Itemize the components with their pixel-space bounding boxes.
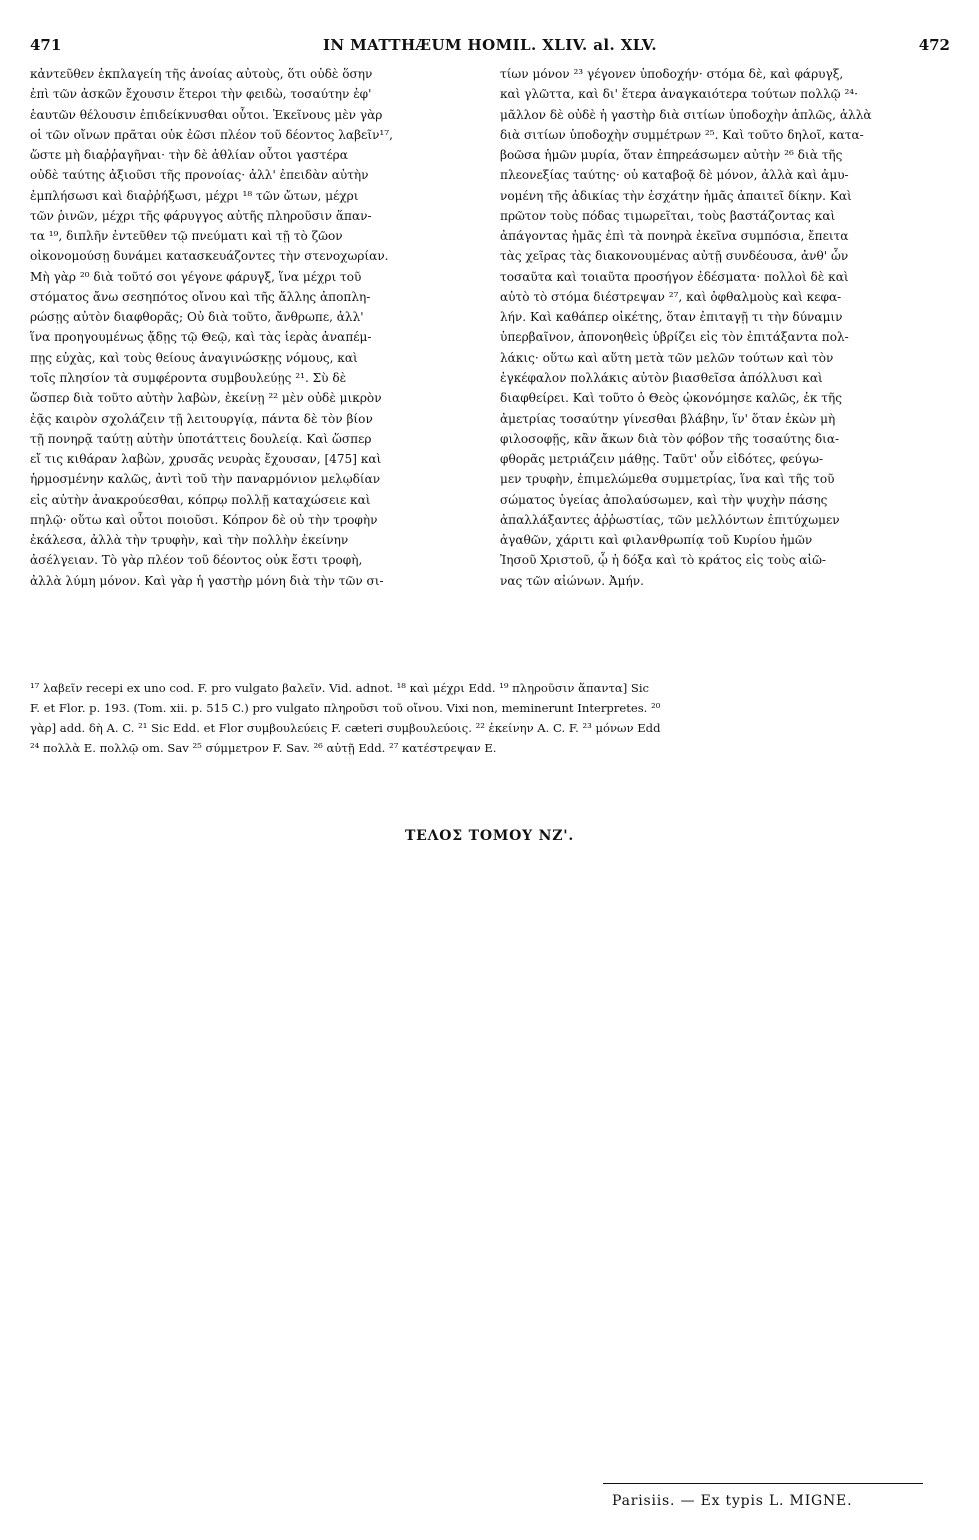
left-column-line: ὥστε μὴ διαῤῥαγῆναι· τὴν δὲ ἀθλίαν οὗτοι γαστέρα [30, 148, 348, 163]
right-column-line: νας τῶν αἰώνων. Ἀμήν. [500, 573, 644, 588]
left-column-line: οἰκονομούσῃ δυνάμει κατασκευάζοντες τὴν στενοχωρίαν. [30, 249, 389, 264]
left-column-line: στόματος ἄνω σεσηπότος οἴνου καὶ τῆς ἄλλης ἀποπλη- [30, 289, 371, 304]
footnote-line: ²⁴ πολλὰ E. πολλῷ om. Sav ²⁵ σύμμετρον F. Sav. ²⁶ αὐτῇ Edd. ²⁷ κατέστρεψαν E. [30, 741, 497, 755]
right-column-line: τίων μόνον ²³ γέγονεν ὑποδοχήν· στόμα δὲ, καὶ φάρυγξ, [500, 67, 844, 81]
left-column-text [30, 64, 483, 591]
right-column-line: τὰς χεῖρας τὰς διακονουμένας αὐτῇ συνδέουσα, ἀνθ' ὧν [500, 249, 849, 264]
right-column-line: διαφθείρει. Καὶ τοῦτο ὁ Θεὸς ᾠκονόμησε καλῶς, ἐκ τῆς [500, 391, 843, 406]
right-column-line: φθορᾶς μετριάζειν μάθῃς. Ταῦτ' οὖν εἰδότες, φεύγω- [500, 452, 824, 467]
right-column-line: πρῶτον τοὺς πόδας τιμωρεῖται, τοὺς βαστάζοντας καὶ [500, 208, 836, 223]
right-column-line: ἀπαλλάξαντες ἀῤῥωστίας, τῶν μελλόντων ἐπιτύχωμεν [500, 512, 840, 527]
right-column-line: ὑπερβαῖνον, ἀπονοηθεὶς ὑβρίζει εἰς τὸν ἐπιτάξαντα πολ- [500, 330, 849, 345]
right-column-line: ἐγκέφαλον πολλάκις αὐτὸν βιασθεῖσα ἀπόλλυσι καὶ [500, 370, 823, 385]
right-column-line: καὶ γλῶττα, καὶ δι' ἕτερα ἀναγκαιότερα τούτων πολλῷ ²⁴· [500, 87, 858, 102]
right-column-line: διὰ σιτίων ὑποδοχὴν συμμέτρων ²⁵. Καὶ τοῦτο δηλοῖ, κατα- [500, 127, 864, 142]
right-column-line: Ἰησοῦ Χριστοῦ, ᾧ ἡ δόξα καὶ τὸ κράτος εἰς τοὺς αἰῶ- [500, 553, 827, 568]
right-column-line: σώματος ὑγείας ἀπολαύσωμεν, καὶ τὴν ψυχὴν πάσης [500, 492, 828, 507]
right-column-line: φιλοσοφῇς, κἂν ἄκων διὰ τὸν φόβον τῆς τοσαύτης δια- [500, 431, 840, 446]
page-header [30, 36, 950, 60]
left-column-line: Μὴ γὰρ ²⁰ διὰ τοῦτό σοι γέγονε φάρυγξ, ἵνα μέχρι τοῦ [30, 269, 362, 284]
page-number-right: 472 [918, 36, 950, 54]
right-column-line: τοσαῦτα καὶ τοιαῦτα προσήγον ἐδέσματα· πολλοὶ δὲ καὶ [500, 269, 849, 284]
right-column-line: βοῶσα ἡμῶν μυρία, ὅταν ἐπηρεάσωμεν αὐτὴν ²⁶ διὰ τῆς [500, 148, 843, 163]
left-column-line: πῃς εὐχὰς, καὶ τοὺς θείους ἀναγινώσκῃς νόμους, καὶ [30, 350, 358, 365]
right-column-line: αὐτὸ τὸ στόμα διέστρεψαν ²⁷, καὶ ὀφθαλμοὺς καὶ κεφα- [500, 289, 842, 304]
left-column-line: ἀλλὰ λύμη μόνον. Καὶ γὰρ ἡ γαστὴρ μόνη διὰ τὴν τῶν σι- [30, 573, 384, 588]
right-column-line: νομένη τῆς ἀδικίας τὴν ἐσχάτην ἡμᾶς ἀπαιτεῖ δίκην. Καὶ [500, 188, 852, 203]
right-column-line: μᾶλλον δὲ οὐδὲ ἡ γαστὴρ διὰ σιτίων ὑποδοχὴν ἁπλῶς, ἀλλὰ [500, 107, 872, 122]
left-column-line: ἵνα προηγουμένως ᾄδῃς τῷ Θεῷ, καὶ τὰς ἱερὰς ἀναπέμ- [30, 330, 372, 345]
end-of-volume-title: ΤΕΛΟΣ ΤΟΜΟΥ ΝΖ'. [404, 828, 575, 844]
footnote-line: F. et Flor. p. 193. (Tom. xii. p. 515 C.) pro vulgato πληροῦσι τοῦ οἴνου. Vixi non, meminerunt Interpretes. ²⁰ [30, 701, 661, 715]
left-column-line: κἀντεῦθεν ἐκπλαγείη τῆς ἀνοίας αὐτοὺς, ὅτι οὐδὲ ὅσην [30, 67, 373, 81]
left-column-line: εἴ τις κιθάραν λαβὼν, χρυσᾶς νευρὰς ἔχουσαν, [475] καὶ [30, 452, 382, 467]
left-column-line: ἡρμοσμένην καλῶς, ἀντὶ τοῦ τὴν παναρμόνιον μελῳδίαν [30, 472, 381, 487]
imprint-rule [603, 1483, 923, 1484]
right-column-line: μεν τρυφὴν, ἐπιμελώμεθα συμμετρίας, ἵνα καὶ τῆς τοῦ [500, 472, 835, 487]
left-column-line: ἐμπλήσωσι καὶ διαῤῥήξωσι, μέχρι ¹⁸ τῶν ὤτων, μέχρι [30, 188, 359, 203]
left-column-line: τοῖς πλησίον τὰ συμφέροντα συμβουλεύῃς ²¹. Σὺ δὲ [30, 370, 347, 385]
left-column-line: ρώσῃς αὐτὸν διαφθορᾶς; Οὐ διὰ τοῦτο, ἄνθρωπε, ἀλλ' [30, 310, 364, 325]
left-column-line: τα ¹⁹, διπλῆν ἐντεῦθεν τῷ πνεύματι καὶ τῇ τὸ ζῶον [30, 229, 343, 244]
page-number-left: 471 [30, 36, 62, 54]
right-column-line: λάκις· οὕτω καὶ αὕτη μετὰ τῶν μελῶν τούτων καὶ τὸν [500, 350, 834, 365]
printer-imprint: Parisiis. — Ex typis L. MIGNE. [612, 1493, 853, 1509]
left-column-line: εἰς αὐτὴν ἀνακρούεσθαι, κόπρῳ πολλῇ καταχώσειε καὶ [30, 492, 371, 507]
left-column-line: ἐκάλεσα, ἀλλὰ τὴν τρυφὴν, καὶ τὴν πολλὴν ἐκείνην [30, 533, 349, 548]
left-column-line: τῇ πονηρᾷ ταύτῃ αὐτὴν ὑποτάττεις δουλείᾳ. Καὶ ὥσπερ [30, 431, 372, 446]
left-column-line: πηλῷ· οὕτω καὶ οὗτοι ποιοῦσι. Κόπρον δὲ οὐ τὴν τροφὴν [30, 512, 378, 527]
right-column-line: ἀμετρίας τοσαύτην γίνεσθαι βλάβην, ἵν' ὅταν ἑκὼν μὴ [500, 411, 836, 426]
right-column-line: λήν. Καὶ καθάπερ οἰκέτης, ὅταν ἐπιταγῇ τι τὴν δύναμιν [500, 310, 843, 325]
left-column-line: οἱ τῶν οἴνων πρᾶται οὐκ ἐῶσι πλέον τοῦ δέοντος λαβεῖν¹⁷, [30, 127, 393, 142]
left-column-line: ἐᾷς καιρὸν σχολάζειν τῇ λειτουργίᾳ, πάντα δὲ τὸν βίον [30, 411, 373, 426]
left-column-line: ὥσπερ διὰ τοῦτο αὐτὴν λαβὼν, ἐκείνῃ ²² μὲν οὐδὲ μικρὸν [30, 391, 382, 406]
left-column-line: τῶν ῥινῶν, μέχρι τῆς φάρυγγος αὐτῆς πληροῦσιν ἅπαν- [30, 208, 372, 223]
footnote-line: ¹⁷ λαβεῖν recepi ex uno cod. F. pro vulgato βαλεῖν. Vid. adnot. ¹⁸ καὶ μέχρι Edd. ¹⁹ πληροῦσιν ἅπαντα] Sic [30, 681, 650, 695]
left-column-line: ἀσέλγειαν. Τὸ γὰρ πλέον τοῦ δέοντος οὐκ ἔστι τροφὴ, [30, 553, 363, 568]
running-title: IN MATTHÆUM HOMIL. XLIV. al. XLV. [323, 36, 657, 54]
left-column-line: οὐδὲ ταύτης ἀξιοῦσι τῆς προνοίας· ἀλλ' ἐπειδὰν αὐτὴν [30, 168, 369, 183]
right-column-text [500, 64, 953, 591]
footnote-line: γὰρ] add. δὴ A. C. ²¹ Sic Edd. et Flor συμβουλεύεις F. cæteri συμβουλεύοις. ²² ἐκείνην A. C. F. ²³ μόνων Edd [30, 721, 661, 735]
right-column-line: ἀγαθῶν, χάριτι καὶ φιλανθρωπίᾳ τοῦ Κυρίου ἡμῶν [500, 533, 813, 548]
right-column-line: ἀπάγοντας ἡμᾶς ἐπὶ τὰ πονηρὰ ἐκεῖνα συμπόσια, ἔπειτα [500, 229, 849, 244]
footnotes [30, 678, 950, 758]
left-column-line: ἐπὶ τῶν ἀσκῶν ἔχουσιν ἕτεροι τὴν φειδὼ, τοσαύτην ἐφ' [30, 87, 372, 102]
left-column-line: ἑαυτῶν θέλουσιν ἐπιδείκνυσθαι οὗτοι. Ἐκεῖνους μὲν γὰρ [30, 107, 383, 122]
right-column-line: πλεονεξίας ταύτης· οὐ καταβοᾷ δὲ μόνον, ἀλλὰ καὶ ἀμυ- [500, 168, 849, 183]
